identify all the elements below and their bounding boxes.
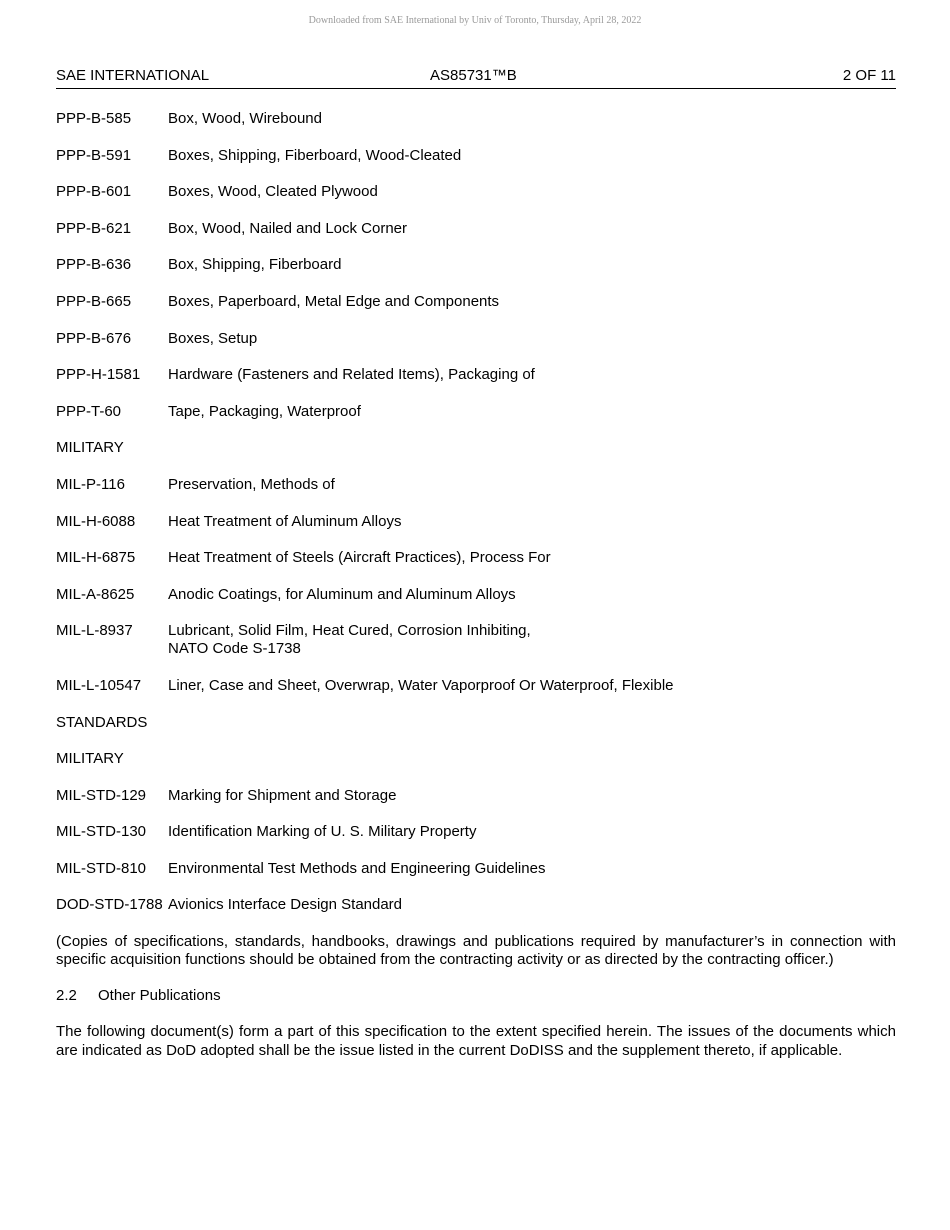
spec-code: PPP-B-636 bbox=[56, 256, 132, 274]
section-body: The following document(s) form a part of this specification to the extent specified herein. The issues of the documents which are indicated as DoD adopted shall be the issue listed in the current DoDISS and the supplement thereto, if applicable. bbox=[56, 1023, 896, 1059]
spec-row bbox=[56, 330, 896, 348]
copies-note: (Copies of specifications, standards, handbooks, drawings and publications required by manufacturer’s in connection with specific acquisition functions should be obtained from the contracting activity or as directed by the contracting officer.) bbox=[56, 933, 896, 969]
spec-code: MIL-L-10547 bbox=[56, 676, 142, 694]
standard-title: Identification Marking of U. S. Military Property bbox=[168, 823, 477, 841]
header-organization: SAE INTERNATIONAL bbox=[56, 67, 210, 84]
reference-list bbox=[56, 110, 896, 1060]
spec-code: MIL-H-6088 bbox=[56, 512, 136, 530]
standard-code: MIL-STD-810 bbox=[56, 859, 147, 877]
spec-row bbox=[56, 147, 896, 165]
spec-code: MIL-L-8937 bbox=[56, 622, 133, 640]
spec-code: PPP-T-60 bbox=[56, 402, 122, 420]
spec-code: PPP-H-1581 bbox=[56, 366, 141, 384]
spec-row bbox=[56, 110, 896, 128]
spec-title: Boxes, Paperboard, Metal Edge and Components bbox=[168, 292, 500, 310]
spec-code: PPP-B-621 bbox=[56, 219, 132, 237]
spec-code: PPP-B-676 bbox=[56, 329, 132, 347]
section-heading bbox=[56, 987, 896, 1005]
standard-row bbox=[56, 896, 896, 914]
spec-code: PPP-B-591 bbox=[56, 146, 132, 164]
spec-title: Hardware (Fasteners and Related Items), Packaging of bbox=[168, 366, 535, 384]
spec-title: Tape, Packaging, Waterproof bbox=[168, 402, 361, 420]
military-heading: MILITARY bbox=[56, 439, 124, 457]
header-page-number: 2 OF 11 bbox=[842, 67, 896, 84]
standard-title: Environmental Test Methods and Engineering Guidelines bbox=[168, 859, 546, 877]
spec-title: Heat Treatment of Aluminum Alloys bbox=[168, 512, 402, 530]
standards-heading: STANDARDS bbox=[56, 713, 148, 731]
spec-code: PPP-B-585 bbox=[56, 110, 132, 127]
page-header bbox=[56, 66, 896, 89]
header-document-number: AS85731™B bbox=[430, 67, 517, 84]
standard-row bbox=[56, 823, 896, 841]
standard-code: DOD-STD-1788 bbox=[56, 896, 163, 914]
spec-row bbox=[56, 366, 896, 384]
spec-title: Liner, Case and Sheet, Overwrap, Water Vaporproof Or Waterproof, Flexible bbox=[168, 676, 674, 694]
spec-code: MIL-P-116 bbox=[56, 475, 125, 493]
spec-row bbox=[56, 513, 896, 531]
download-watermark: Downloaded from SAE International by Univ of Toronto, Thursday, April 28, 2022 bbox=[308, 15, 642, 26]
spec-row bbox=[56, 293, 896, 311]
section-number: 2.2 bbox=[56, 987, 77, 1005]
spec-title: Box, Wood, Nailed and Lock Corner bbox=[168, 219, 408, 237]
standard-code: MIL-STD-130 bbox=[56, 823, 147, 841]
spec-title: Boxes, Wood, Cleated Plywood bbox=[168, 183, 378, 201]
spec-row bbox=[56, 256, 896, 274]
spec-row bbox=[56, 403, 896, 421]
section-title: Other Publications bbox=[98, 987, 221, 1005]
standards-military-heading: MILITARY bbox=[56, 750, 124, 768]
spec-row bbox=[56, 476, 896, 494]
standard-row bbox=[56, 860, 896, 878]
standard-title: Marking for Shipment and Storage bbox=[168, 786, 397, 804]
spec-row bbox=[56, 586, 896, 604]
spec-code: MIL-H-6875 bbox=[56, 549, 136, 567]
spec-title: Anodic Coatings, for Aluminum and Aluminum Alloys bbox=[168, 585, 516, 603]
standard-title: Avionics Interface Design Standard bbox=[168, 896, 403, 914]
spec-title: Boxes, Shipping, Fiberboard, Wood-Cleated bbox=[168, 146, 462, 164]
spec-row bbox=[56, 220, 896, 238]
spec-title: Box, Shipping, Fiberboard bbox=[168, 256, 342, 274]
spec-row bbox=[56, 677, 896, 695]
spec-title: Heat Treatment of Steels (Aircraft Practices), Process For bbox=[168, 549, 551, 567]
spec-title: Boxes, Setup bbox=[168, 329, 258, 347]
spec-title: Box, Wood, Wirebound bbox=[168, 110, 322, 127]
spec-title: Preservation, Methods of bbox=[168, 475, 335, 493]
spec-row bbox=[56, 622, 896, 658]
spec-code: PPP-B-665 bbox=[56, 292, 132, 310]
spec-title: Lubricant, Solid Film, Heat Cured, Corrosion Inhibiting, NATO Code S-1738 bbox=[168, 622, 531, 658]
spec-code: PPP-B-601 bbox=[56, 183, 132, 201]
spec-row bbox=[56, 183, 896, 201]
standard-code: MIL-STD-129 bbox=[56, 786, 147, 804]
spec-row bbox=[56, 549, 896, 567]
standard-row bbox=[56, 787, 896, 805]
spec-code: MIL-A-8625 bbox=[56, 585, 135, 603]
